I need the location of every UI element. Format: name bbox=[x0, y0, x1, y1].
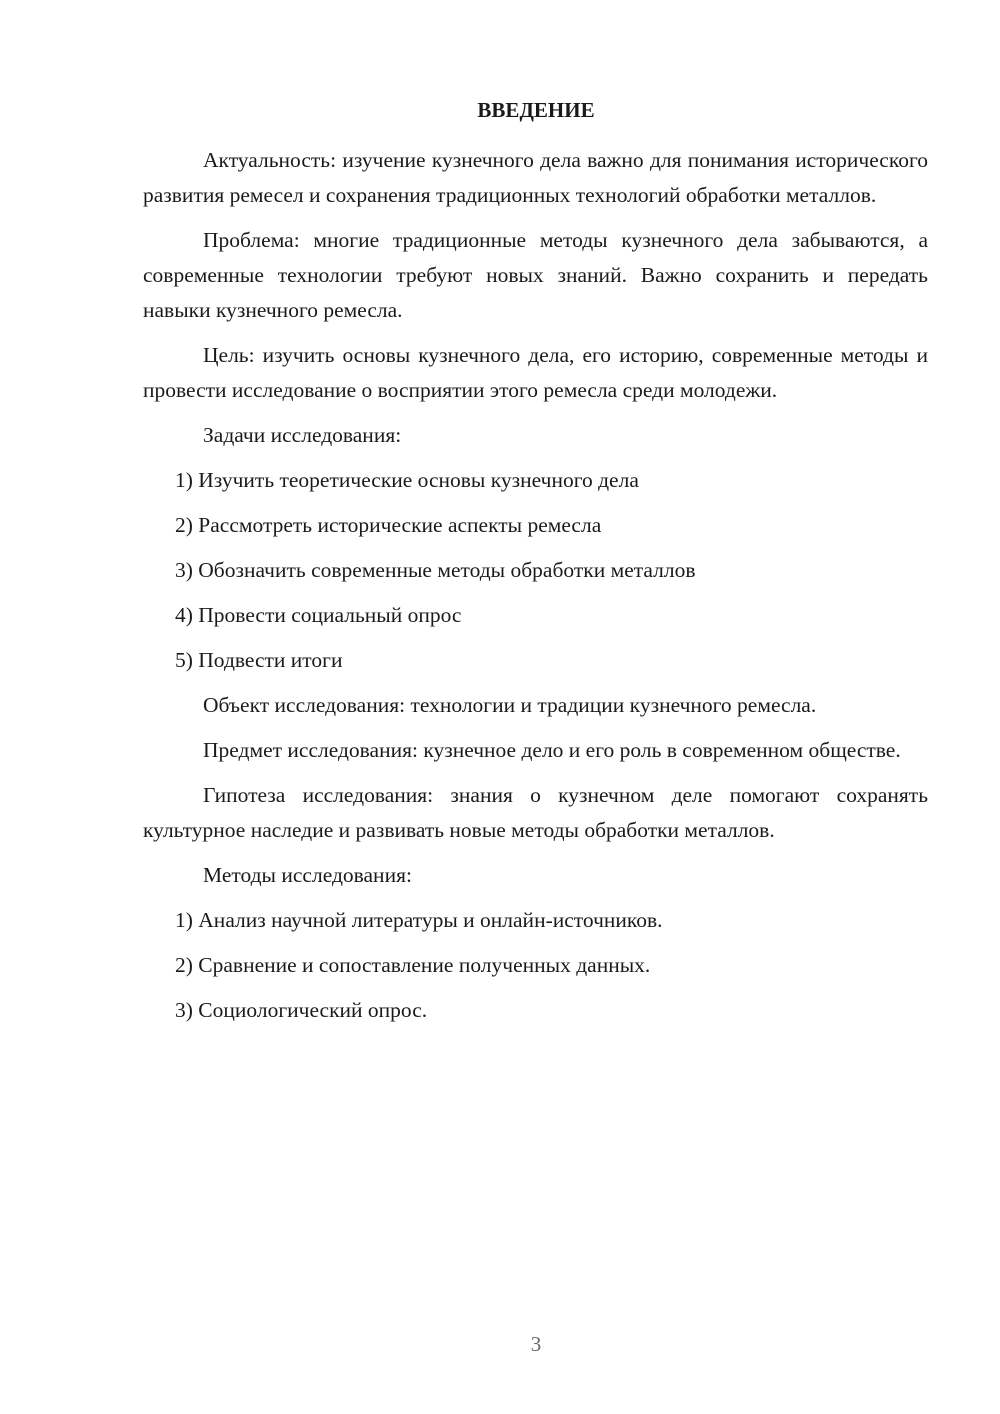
document-body bbox=[143, 143, 928, 1028]
list-item: 4) Провести социальный опрос bbox=[175, 603, 462, 627]
list-item: 2) Сравнение и сопоставление полученных данных. bbox=[175, 953, 651, 977]
list-item: 5) Подвести итоги bbox=[175, 648, 343, 672]
relevance-paragraph: Актуальность: изучение кузнечного дела важно для понимания исторического развития ремесел и сохранения традиционных технологий обработки металлов. bbox=[143, 148, 928, 207]
hypothesis-paragraph: Гипотеза исследования: знания о кузнечном деле помогают сохранять культурное наследие и развивать новые методы обработки металлов. bbox=[143, 783, 928, 842]
page-number: 3 bbox=[530, 1332, 542, 1356]
list-item: 1) Изучить теоретические основы кузнечного дела bbox=[175, 468, 639, 492]
object-paragraph: Объект исследования: технологии и традиции кузнечного ремесла. bbox=[203, 693, 817, 717]
goal-paragraph: Цель: изучить основы кузнечного дела, его историю, современные методы и провести исследование о восприятии этого ремесла среди молодежи. bbox=[143, 343, 928, 402]
list-item: 3) Обозначить современные методы обработки металлов bbox=[175, 558, 696, 582]
subject-paragraph: Предмет исследования: кузнечное дело и его роль в современном обществе. bbox=[203, 738, 901, 762]
page-title: ВВЕДЕНИЕ bbox=[477, 98, 595, 122]
methods-heading: Методы исследования: bbox=[203, 863, 412, 887]
list-item: 1) Анализ научной литературы и онлайн-источников. bbox=[175, 908, 663, 932]
list-item: 3) Социологический опрос. bbox=[175, 998, 428, 1022]
tasks-heading: Задачи исследования: bbox=[203, 423, 402, 447]
list-item: 2) Рассмотреть исторические аспекты ремесла bbox=[175, 513, 602, 537]
problem-paragraph: Проблема: многие традиционные методы кузнечного дела забываются, а современные технологии требуют новых знаний. Важно сохранить и передать навыки кузнечного ремесла. bbox=[143, 228, 928, 322]
